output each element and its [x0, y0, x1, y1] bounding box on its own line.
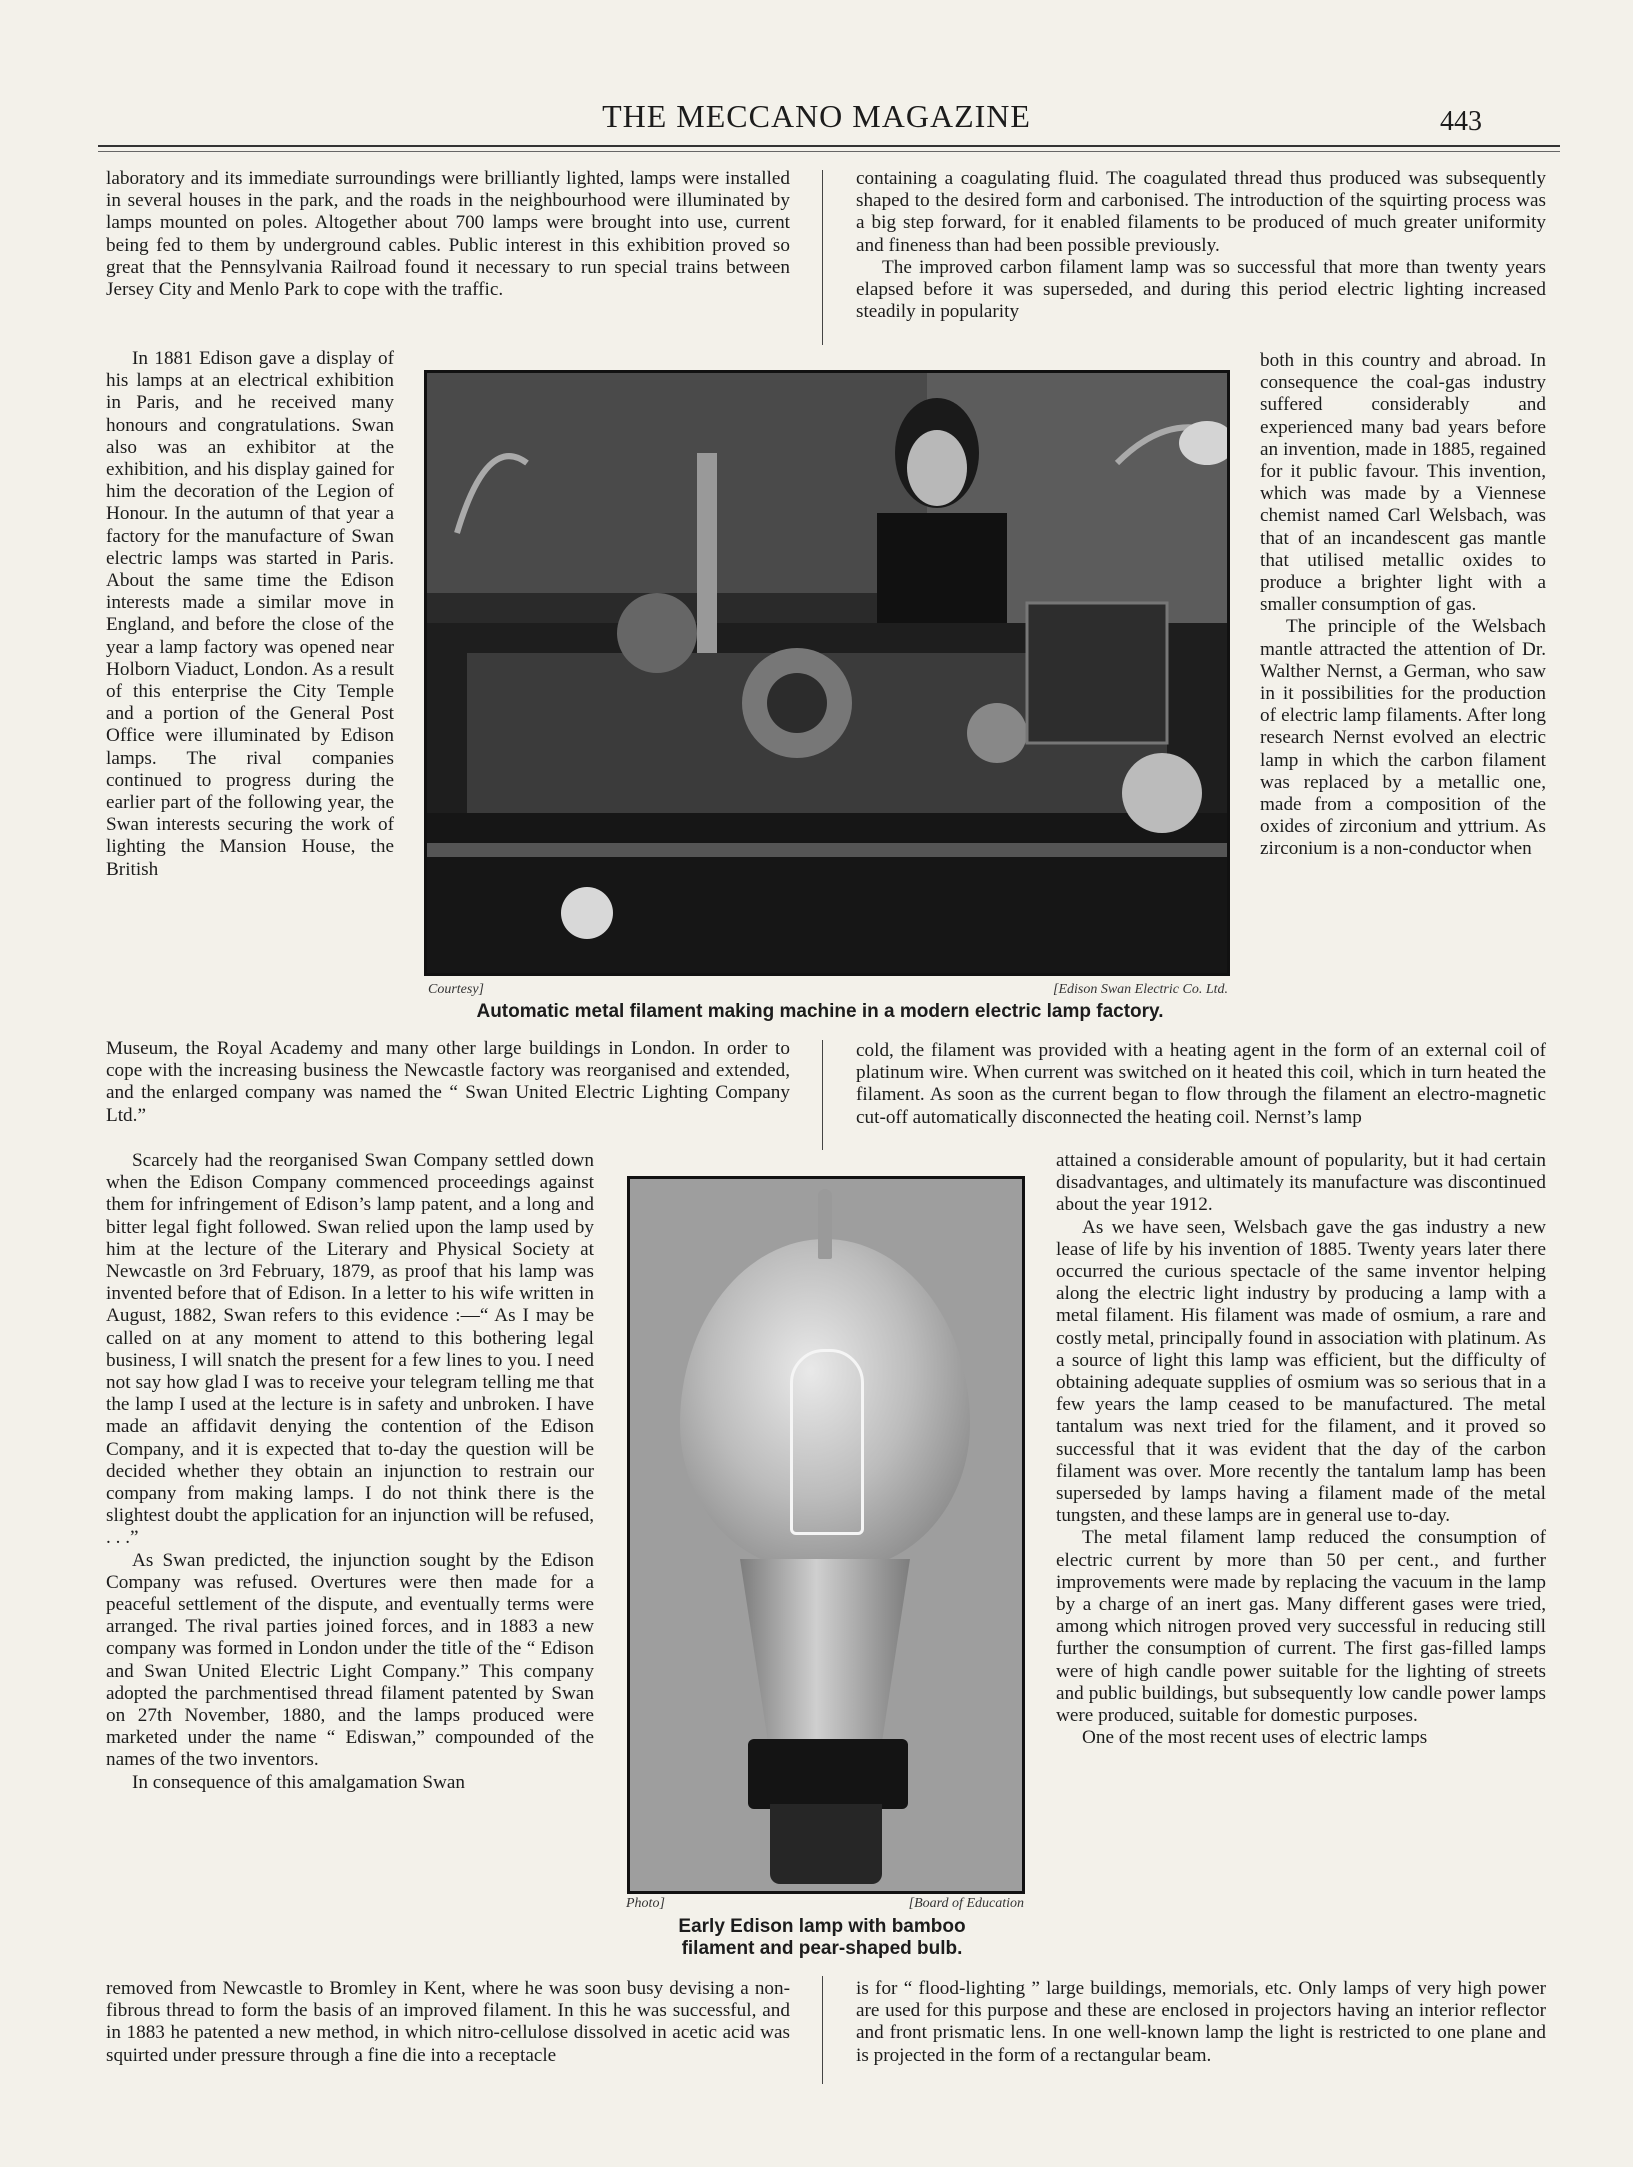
- body-paragraph: attained a considerable amount of popularity, but it had certain disadvantages, and ultimately its manufacture was discontinued about the year 1912.: [1056, 1150, 1546, 1216]
- left-column-narrow: [106, 348, 394, 881]
- left-column-middle: [106, 1038, 790, 1127]
- body-paragraph: As Swan predicted, the injunction sought by the Edison Company was refused. Overtures were then made for a peaceful settlement of the dispute, and eventually terms were arranged. The rival parties joined forces, and in 1883 a new company was formed in London under the title of the “ Edison and Swan United Electric Light Company.” This company adopted the parchmentised thread filament patented by Swan on 27th November, 1880, and the lamps produced were marketed under the name “ Ediswan,” compounded of the names of the two inventors.: [106, 1549, 594, 1771]
- bulb-base: [748, 1739, 908, 1809]
- body-paragraph: The improved carbon filament lamp was so successful that more than twenty years elapsed before it was superseded, and during this period electric lighting increased steadily in popularity: [856, 256, 1546, 323]
- body-paragraph: containing a coagulating fluid. The coagulated thread thus produced was subsequently shaped to the desired form and carbonised. The introduction of the squirting process was a big step forward, for it enabled filaments to be produced of much greater uniformity and fineness than had been possible previously.: [856, 168, 1546, 256]
- filament-machine-image: [427, 373, 1227, 973]
- body-paragraph: cold, the filament was provided with a heating agent in the form of an external coil of platinum wire. When current was switched on it heated this coil, which in turn heated the filament. As soon as the current began to flow through the filament an electro-magnetic cut-off automatically disconnected the heating coil. Nernst’s lamp: [856, 1040, 1546, 1128]
- bulb-caption-line-1: Early Edison lamp with bamboo: [678, 1916, 966, 1937]
- header-rule: [98, 145, 1560, 147]
- bamboo-filament: [790, 1349, 864, 1535]
- bulb-tip: [818, 1189, 832, 1259]
- body-paragraph: In consequence of this amalgamation Swan: [132, 1771, 466, 1793]
- bulb-photo-credit-left: Photo]: [626, 1896, 665, 1911]
- bulb-photo-caption: [612, 1916, 1032, 1960]
- right-column-top: [856, 168, 1546, 323]
- column-divider: [822, 1040, 823, 1150]
- body-paragraph: Museum, the Royal Academy and many other large buildings in London. In order to cope with the increasing business the Newcastle factory was reorganised and extended, and the enlarged company was named the “ Swan United Electric Lighting Company Ltd.”: [106, 1038, 790, 1126]
- bulb-socket: [770, 1804, 882, 1884]
- body-paragraph: The metal filament lamp reduced the consumption of electric current by more than 50 per cent., and further improvements were made by replacing the vacuum in the lamp by a charge of an inert gas. Many different gases were tried, among which nitrogen proved very successful in reducing still further the consumption of current. The first gas-filled lamps were of high candle power suitable for the lighting of streets and public buildings, but subsequently low candle power lamps were produced, suitable for domestic purposes.: [1056, 1527, 1546, 1727]
- body-paragraph: One of the most recent uses of electric lamps: [1082, 1727, 1428, 1749]
- right-column-bottom: [856, 1978, 1546, 2067]
- column-divider: [822, 170, 823, 345]
- bulb-photo: [627, 1176, 1025, 1894]
- body-paragraph: As we have seen, Welsbach gave the gas industry a new lease of life by his invention of 1885. Twenty years later there occurred the curious spectacle of the same inventor helping along the electric light industry by producing a lamp with a metal filament. His filament was made of osmium, a rare and costly metal, principally found in association with platinum. As a source of light this lamp was efficient, but the difficulty of obtaining adequate supplies of osmium was so serious that in a few years the lamp ceased to be manufactured. The metal tantalum was next tried for the filament, and it proved so successful that it was evident that the day of the carbon filament was over. More recently the tantalum lamp has been superseded by lamps having a filament made of the metal tungsten, and these lamps are in general use to-day.: [1056, 1216, 1546, 1527]
- right-column-narrow: [1260, 350, 1546, 861]
- body-paragraph: laboratory and its immediate surroundings were brilliantly lighted, lamps were installed in several houses in the park, and the roads in the neighbourhood were illuminated by lamps mounted on poles. Altogether about 700 lamps were brought into use, current being fed to them by underground cables. Public interest in this exhibition proved so great that the Pennsylvania Railroad found it necessary to run special trains between Jersey City and Menlo Park to cope with the traffic.: [106, 168, 790, 301]
- machine-photo-credit-right: [Edison Swan Electric Co. Ltd.: [1053, 982, 1228, 997]
- body-paragraph: Scarcely had the reorganised Swan Company settled down when the Edison Company commenced proceedings against them for infringement of Edison’s lamp patent, and a long and bitter legal fight followed. Swan relied upon the lamp used by him at the lecture of the Literary and Physical Society at Newcastle on 3rd February, 1879, as proof that his lamp was invented before that of Edison. In a letter to his wife written in August, 1882, Swan refers to this evidence :—“ As I may be called on at any moment to attend to this bothering legal business, I will snatch the present for a few lines to you. I need not say how glad I was to receive your telegram telling me that the lamp I used at the lecture is in safety and unbroken. I have made an affidavit denying the contention of the Edison Company, and it is expected that to-day the question will be decided whether they obtain an injunction to restrain our company from making lamps. I do not think there is the slightest doubt the application for an injunction will be refused, . . .”: [106, 1150, 594, 1549]
- machine-photo: [424, 370, 1230, 976]
- body-paragraph: is for “ flood-lighting ” large buildings, memorials, etc. Only lamps of very high power are used for this purpose and these are enclosed in projectors having an interior reflector and front prismatic lens. In one well-known lamp the light is restricted to one plane and is projected in the form of a rectangular beam.: [856, 1978, 1546, 2066]
- body-paragraph: In 1881 Edison gave a display of his lamps at an electrical exhibition in Paris, and he received many honours and congratulations. Swan also was an exhibitor at the exhibition, and his display gained for him the decoration of the Legion of Honour. In the autumn of that year a factory for the manufacture of Swan electric lamps was started in Paris. About the same time the Edison interests made a similar move in England, and before the close of the year a lamp factory was opened near Holborn Viaduct, London. As a result of this enterprise the City Temple and a portion of the General Post Office were illuminated by Edison lamps. The rival companies continued to progress during the earlier part of the following year, the Swan interests securing the work of lighting the Mansion House, the British: [106, 348, 394, 880]
- left-column-lower: [106, 1150, 594, 1794]
- left-column-bottom: [106, 1978, 790, 2067]
- left-column-top: [106, 168, 790, 301]
- bulb-caption-line-2: filament and pear-shaped bulb.: [681, 1938, 963, 1959]
- body-paragraph: The principle of the Welsbach mantle attracted the attention of Dr. Walther Nernst, a German, who saw in it possibilities for the production of electric lamp filaments. After long research Nernst evolved an electric lamp in which the carbon filament was replaced by a metallic one, made from a composition of the oxides of zirconium and yttrium. As zirconium is a non-conductor when: [1260, 616, 1546, 860]
- header-rule-thin: [98, 151, 1560, 152]
- machine-photo-credit-left: Courtesy]: [428, 982, 484, 997]
- right-column-lower: [1056, 1150, 1546, 1749]
- body-paragraph: removed from Newcastle to Bromley in Kent, where he was soon busy devising a non-fibrous thread to form the basis of an improved filament. In this he was successful, and in 1883 he patented a new method, in which nitro-cellulose dissolved in acetic acid was squirted under pressure through a fine die into a receptacle: [106, 1978, 790, 2066]
- magazine-title: THE MECCANO MAGAZINE: [602, 98, 1031, 134]
- page-number: 443: [1440, 106, 1482, 137]
- bulb-photo-credit-right: [Board of Education: [908, 1896, 1024, 1911]
- machine-photo-caption: Automatic metal filament making machine in a modern electric lamp factory.: [476, 1001, 1164, 1022]
- column-divider: [822, 1976, 823, 2084]
- body-paragraph: both in this country and abroad. In consequence the coal-gas industry suffered considerably and experienced many bad years before an invention, made in 1885, regained for it public favour. This invention, which was made by a Viennese chemist named Carl Welsbach, was that of an incandescent gas mantle that utilised metallic oxides to produce a brighter light with a smaller consumption of gas.: [1260, 350, 1546, 616]
- right-column-middle: [856, 1040, 1546, 1129]
